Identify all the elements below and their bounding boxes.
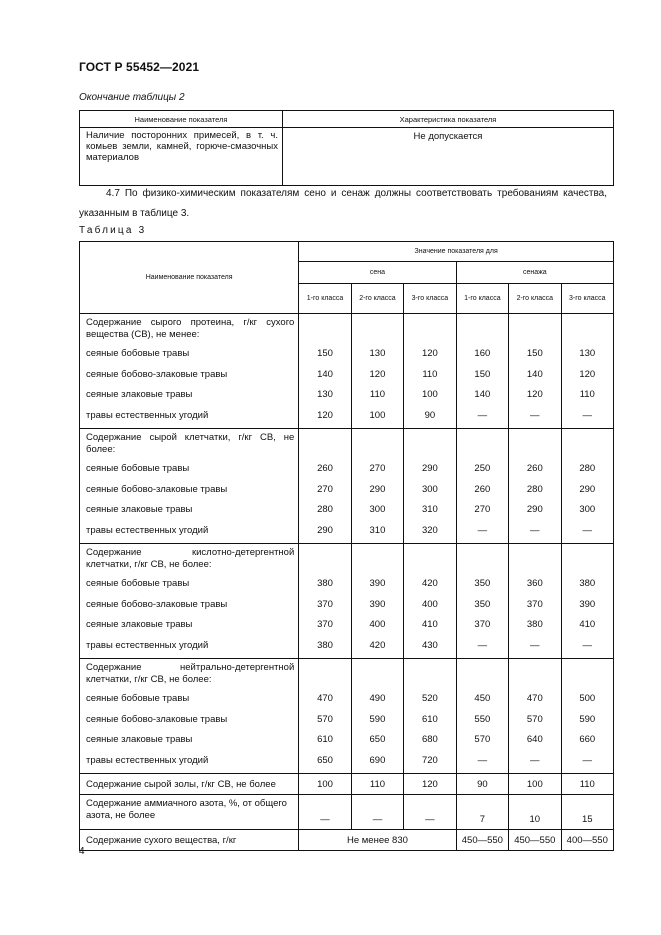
table3-haylage-header: сенажа [456,262,613,284]
grass-type-label: сеяные бобово-злаковые травы [86,713,228,725]
value-cell: 310 [421,504,438,515]
ash-value: 110 [351,774,403,795]
value-cell: 120 [579,368,596,380]
value-cell: 120 [421,348,438,359]
indicator-group-names [80,429,299,544]
grass-type-label: травы естественных угодий [86,524,209,536]
value-cell: 100 [421,389,438,400]
grass-type-label: сеяные бобовые травы [86,463,190,474]
class-value-column [404,659,456,774]
value-cell: 350 [474,598,491,610]
grass-type-label: сеяные злаковые травы [86,389,193,400]
ash-row-name: Содержание сырой золы, г/кг СВ, не более [80,774,299,795]
value-cell: 270 [474,504,491,515]
value-cell: 290 [317,524,333,536]
value-cell: 390 [369,598,386,610]
class-value-column [404,544,456,659]
value-cell: 300 [369,504,386,515]
grass-type-label: сеяные бобовые травы [86,348,190,359]
indicator-title: Содержание сырого протеина, г/кг сухого вещества (СВ), не менее: [86,317,295,340]
value-cell: 610 [421,713,438,725]
indicator-title: Содержание нейтрально-детергентной клетчатки, г/кг СВ, не более: [86,662,295,685]
dry-matter-value: 450—550 [509,830,561,851]
class-value-column [509,544,561,659]
table3-hay-header: сена [299,262,456,284]
ash-value: 120 [404,774,456,795]
indicator-group-names [80,659,299,774]
value-cell: 270 [369,463,386,474]
value-cell: — [582,639,593,651]
value-cell: 350 [474,578,491,589]
dry-matter-hay-value: Не менее 830 [299,830,456,851]
grass-type-label: сеяные злаковые травы [86,504,193,515]
class-value-column [299,544,351,659]
class-value-column [404,429,456,544]
grass-type-label: сеяные бобово-злаковые травы [86,483,228,495]
class-value-column [509,429,561,544]
value-cell: 380 [526,619,543,630]
value-cell: 280 [317,504,333,515]
grass-type-label: сеяные злаковые травы [86,619,193,630]
dry-matter-value: 400—550 [561,830,613,851]
class-value-column [561,314,613,429]
value-cell: 660 [579,734,596,745]
value-cell: 260 [317,463,333,474]
value-cell: 290 [579,483,596,495]
value-cell: 390 [369,578,386,589]
value-cell: — [582,409,593,421]
class-header: 3-го класса [561,284,613,314]
value-cell: 380 [317,639,333,651]
class-header: 2-го класса [509,284,561,314]
class-header: 2-го класса [351,284,403,314]
value-cell: 570 [317,713,333,725]
table3-name-header: Наименование показателя [80,242,299,314]
class-value-column [561,429,613,544]
value-cell: — [530,754,540,766]
grass-type-label: травы естественных угодий [86,639,209,651]
value-cell: — [477,639,488,651]
value-cell: 720 [421,754,438,766]
indicator-group-row [80,314,614,429]
value-cell: — [530,409,540,421]
value-cell: 420 [369,639,386,651]
class-value-column [509,659,561,774]
value-cell: 380 [579,578,596,589]
value-cell: 490 [369,693,386,704]
value-cell: 420 [421,578,438,589]
value-cell: 550 [474,713,491,725]
value-cell: 90 [424,409,436,421]
class-value-column [456,544,508,659]
value-cell: 280 [579,463,596,474]
value-cell: 310 [369,524,386,536]
grass-type-label: сеяные бобовые травы [86,578,190,589]
class-value-column [351,544,403,659]
grass-type-label: травы естественных угодий [86,754,209,766]
value-cell: 650 [317,754,333,766]
grass-type-label: сеяные бобово-злаковые травы [86,368,228,380]
value-cell: 640 [526,734,543,745]
value-cell: 470 [526,693,543,704]
dry-matter-row-name: Содержание сухого вещества, г/кг [80,830,299,851]
class-value-column [299,659,351,774]
value-cell: 500 [579,693,596,704]
class-header: 1-го класса [299,284,351,314]
value-cell: 130 [317,389,333,400]
value-cell: 400 [421,598,438,610]
grass-type-label: сеяные бобовые травы [86,693,190,704]
ash-value: 110 [561,774,613,795]
value-cell: 650 [369,734,386,745]
value-cell: 290 [421,463,438,474]
value-cell: 100 [369,409,386,421]
value-cell: 300 [579,504,596,515]
ammonia-value: 15 [561,795,613,830]
value-cell: 590 [579,713,596,725]
class-value-column [351,314,403,429]
value-cell: 250 [474,463,491,474]
value-cell: — [530,524,540,536]
value-cell: 370 [474,619,491,630]
value-cell: 150 [474,368,491,380]
value-cell: 290 [369,483,386,495]
indicator-group-row [80,659,614,774]
grass-type-label: травы естественных угодий [86,409,209,421]
class-value-column [299,429,351,544]
value-cell: 150 [317,348,333,359]
class-value-column [351,659,403,774]
indicator-group-row [80,429,614,544]
ash-value: 100 [509,774,561,795]
dry-matter-value: 450—550 [456,830,508,851]
value-cell: 120 [369,368,386,380]
value-cell: 110 [369,389,386,400]
class-header: 3-го класса [404,284,456,314]
class-value-column [509,314,561,429]
value-cell: — [477,409,488,421]
value-cell: — [477,524,488,536]
value-cell: 680 [421,734,438,745]
value-cell: 130 [369,348,386,359]
value-cell: 290 [526,504,543,515]
class-value-column [351,429,403,544]
table-3 [79,241,614,851]
paragraph-4-7: 4.7 По физико-химическим показателям сено и сенаж должны соответствовать требованиям качества, указанным в таблице 3. [79,188,607,219]
value-cell: 380 [317,578,333,589]
ammonia-row-name: Содержание аммиачного азота, %, от общего азота, не более [80,795,299,830]
table2-row-name: Наличие посторонних примесей, в т. ч. комьев земли, камней, горюче-смазочных материалов [80,128,283,186]
ash-value: 100 [299,774,351,795]
value-cell: 320 [421,524,438,536]
value-cell: 370 [317,619,333,630]
value-cell: 110 [422,368,438,380]
value-cell: 160 [474,348,491,359]
class-value-column [456,314,508,429]
value-cell: 430 [421,639,438,651]
value-cell: 570 [526,713,543,725]
value-cell: — [530,639,540,651]
table2-col-value-header: Характеристика показателя [283,111,614,128]
class-value-column [561,544,613,659]
indicator-group-names [80,314,299,429]
indicator-title: Содержание кислотно-детергентной клетчатки, г/кг СВ, не более: [86,547,295,570]
value-cell: 370 [317,598,333,610]
value-cell: 120 [526,389,543,400]
ammonia-value: 7 [456,795,508,830]
value-cell: 150 [526,348,543,359]
table-2 [79,110,614,186]
table-3-title: Таблица 3 [79,225,147,236]
value-cell: 450 [474,693,491,704]
class-header: 1-го класса [456,284,508,314]
ammonia-value: — [404,795,456,830]
ammonia-value: — [351,795,403,830]
table-continuation-caption: Окончание таблицы 2 [79,92,185,103]
value-cell: 520 [421,693,438,704]
class-value-column [404,314,456,429]
class-value-column [456,429,508,544]
value-cell: 570 [474,734,491,745]
class-value-column [561,659,613,774]
grass-type-label: сеяные злаковые травы [86,734,193,745]
value-cell: 120 [317,409,333,421]
value-cell: 130 [579,348,596,359]
table3-value-header: Значение показателя для [299,242,614,262]
grass-type-label: сеяные бобово-злаковые травы [86,598,228,610]
value-cell: 590 [369,713,386,725]
value-cell: 410 [579,619,596,630]
value-cell: 260 [474,483,491,495]
indicator-group-names [80,544,299,659]
value-cell: 280 [526,483,543,495]
value-cell: 140 [474,389,491,400]
indicator-title: Содержание сырой клетчатки, г/кг СВ, не более: [86,432,295,455]
ammonia-value: — [299,795,351,830]
value-cell: — [582,524,593,536]
indicator-group-row [80,544,614,659]
value-cell: 610 [317,734,333,745]
class-value-column [299,314,351,429]
value-cell: 690 [369,754,386,766]
value-cell: 300 [421,483,438,495]
value-cell: 260 [526,463,543,474]
value-cell: 270 [317,483,333,495]
value-cell: 360 [526,578,543,589]
document-code: ГОСТ Р 55452—2021 [79,60,200,74]
value-cell: 400 [369,619,386,630]
value-cell: — [582,754,593,766]
ash-value: 90 [456,774,508,795]
value-cell: 370 [526,598,543,610]
value-cell: 110 [579,389,595,400]
value-cell: 390 [579,598,596,610]
class-value-column [456,659,508,774]
value-cell: — [477,754,488,766]
table2-row-value: Не допускается [283,128,614,186]
value-cell: 140 [526,368,543,380]
page-number: 4 [79,846,85,857]
value-cell: 410 [421,619,438,630]
table2-col-name-header: Наименование показателя [80,111,283,128]
value-cell: 470 [317,693,333,704]
value-cell: 140 [317,368,333,380]
ammonia-value: 10 [509,795,561,830]
